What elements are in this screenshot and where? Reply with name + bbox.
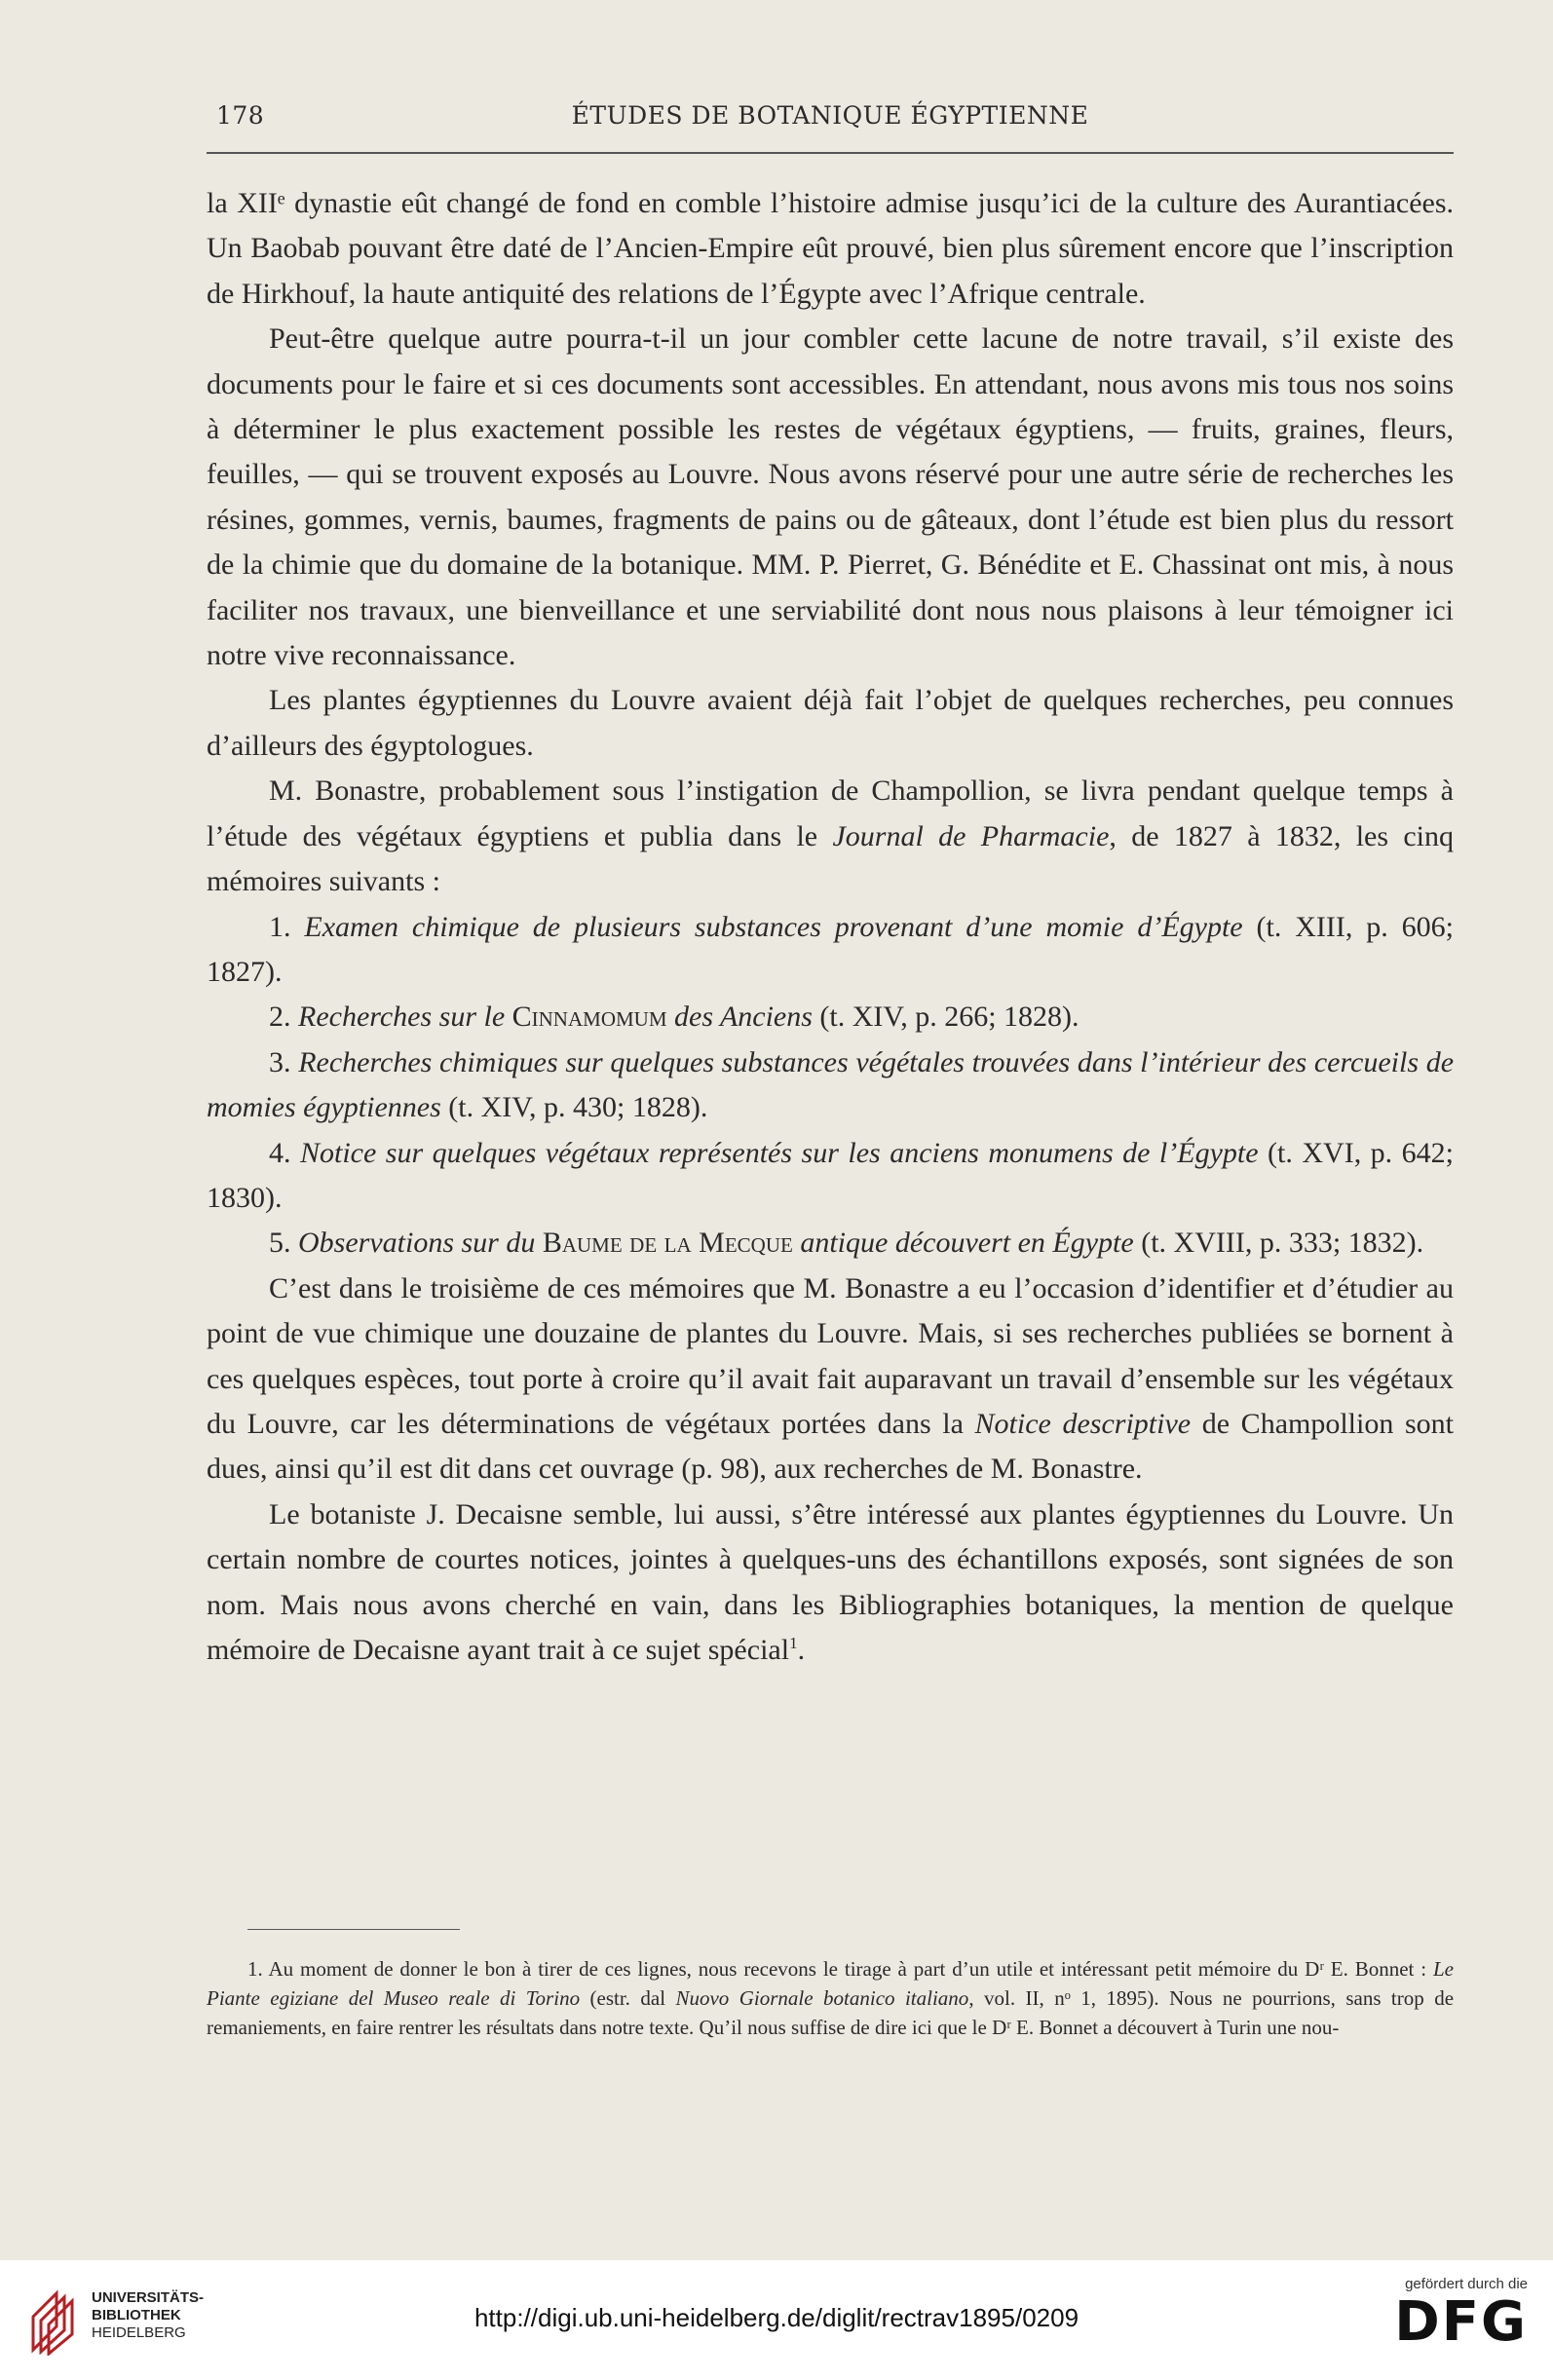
item-smallcaps: Baume de la Mecque bbox=[542, 1227, 793, 1260]
item-number: 4. bbox=[269, 1136, 300, 1169]
library-name-line: HEIDELBERG bbox=[92, 2324, 186, 2341]
cited-journal: Nuovo Giornale botanico italiano bbox=[675, 1986, 969, 2010]
item-reference: (t. XIV, p. 430; 1828). bbox=[440, 1091, 708, 1124]
paragraph bbox=[207, 1266, 1454, 1492]
funder-text: gefördert durch die bbox=[1405, 2276, 1528, 2292]
list-item bbox=[207, 995, 1454, 1039]
running-title: ÉTUDES DE BOTANIQUE ÉGYPTIENNE bbox=[571, 101, 1089, 130]
item-title: Recherches chimiques sur quelques substances végétales trouvées dans l’intérieur des cercueils de momies égyptiennes bbox=[207, 1045, 1455, 1124]
item-number: 2. bbox=[269, 1001, 298, 1034]
paragraph bbox=[207, 1492, 1454, 1674]
library-name-line: UNIVERSITÄTS- bbox=[92, 2289, 205, 2306]
page-header bbox=[207, 101, 1454, 140]
text-run: , vol. II, nᵒ 1, 1895). Nous ne pourrions, sans trop de remaniements, en faire rentrer les résultats dans notre texte. Qu’il nous suffise de dire ici que le Dʳ E. Bonnet a découvert à Turin une nou- bbox=[207, 1986, 1455, 2039]
footnote-marker: 1 bbox=[789, 1634, 798, 1652]
paragraph: la XIIᵉ dynastie eût changé de fond en comble l’histoire admise jusqu’ici de la culture des Aurantiacées. Un Baobab pouvant être daté de l’Ancien-Empire eût prouvé, bien plus sûrement encore que l’inscription de Hirkhouf, la haute antiquité des relations de l’Égypte avec l’Afrique centrale. bbox=[207, 187, 1454, 310]
item-title: antique découvert en Égypte bbox=[792, 1227, 1134, 1260]
list-item bbox=[207, 1131, 1454, 1222]
notice-title: Notice descriptive bbox=[974, 1407, 1192, 1440]
item-title: des Anciens bbox=[666, 1001, 813, 1034]
text-run: (estr. dal bbox=[580, 1986, 676, 2010]
item-number: 3. bbox=[269, 1045, 299, 1078]
paragraph: Les plantes égyptiennes du Louvre avaient déjà fait l’objet de quelques recherches, peu connues d’ailleurs des égyptologues. bbox=[207, 684, 1454, 762]
cited-title: Le Piante egiziane del Museo reale di Torino bbox=[207, 1957, 1454, 2010]
item-reference: (t. XVIII, p. 333; 1832). bbox=[1133, 1227, 1424, 1260]
item-title: Examen chimique de plusieurs substances provenant d’une momie d’Égypte bbox=[304, 910, 1243, 943]
journal-title: Journal de Pharmacie bbox=[832, 819, 1110, 852]
paragraph bbox=[207, 769, 1454, 904]
item-title: Observations sur du bbox=[298, 1227, 543, 1260]
item-reference: (t. XVI, p. 642; 1830). bbox=[207, 1136, 1455, 1214]
text-run: de Champollion sont dues, ainsi qu’il est dit dans cet ouvrage (p. 98), aux recherches de M. Bonastre. bbox=[207, 1407, 1454, 1486]
text-run: C’est dans le troisième de ces mémoires que M. Bonastre a eu l’occasion d’identifier et d’étudier au point de vue chimique une douzaine de plantes du Louvre. Mais, si ses recherches publiées se bornent à ces quelques espèces, tout porte à croire qu’il avait fait auparavant un travail d’ensemble sur les végétaux du Louvre, car les déterminations de végétaux portées dans la bbox=[207, 1271, 1454, 1440]
digital-source-link[interactable]: http://digi.ub.uni-heidelberg.de/diglit/rectrav1895/0209 bbox=[473, 2303, 1080, 2332]
item-reference: (t. XIV, p. 266; 1828). bbox=[812, 1001, 1080, 1034]
footnote bbox=[207, 1954, 1454, 2042]
text-run: . bbox=[797, 1634, 806, 1666]
list-item bbox=[207, 1221, 1454, 1266]
digitization-footer bbox=[0, 2260, 1553, 2380]
item-number: 5. bbox=[269, 1227, 298, 1260]
list-item bbox=[207, 1040, 1454, 1131]
text-run: , de 1827 à 1832, les cinq mémoires suivants : bbox=[207, 819, 1454, 898]
paragraph: Peut-être quelque autre pourra-t-il un jour combler cette lacune de notre travail, s’il existe des documents pour le faire et si ces documents sont accessibles. En attendant, nous avons mis tous nos soins à déterminer le plus exactement possible les restes de végétaux égyptiens, — fruits, graines, fleurs, feuilles, — qui se trouvent exposés au Louvre. Nous avons réservé pour une autre série de recherches les résines, gommes, vernis, baumes, fragments de pains ou de gâteaux, dont l’étude est bien plus du ressort de la chimie que du domaine de la botanique. MM. P. Pierret, G. Bénédite et E. Chassinat ont mis, à nous faciliter nos travaux, une bienveillance et une serviabilité dont nous nous plaisons à leur témoigner ici notre vive reconnaissance. bbox=[207, 322, 1454, 672]
page-number: 178 bbox=[216, 101, 265, 130]
text-run: M. Bonastre, probablement sous l’instigation de Champollion, se livra pendant quelque temps à l’étude des végétaux égyptiens et publia dans le bbox=[207, 774, 1454, 852]
library-name-line: BIBLIOTHEK bbox=[92, 2307, 181, 2323]
text-run: Le botaniste J. Decaisne semble, lui aussi, s’être intéressé aux plantes égyptiennes du Louvre. Un certain nombre de courtes notices, jointes à quelques-uns des échantillons exposés, sont signées de son nom. Mais nous avons cherché en vain, dans les Bibliographies botaniques, la mention de quelque mémoire de Decaisne ayant trait à ce sujet spécial bbox=[207, 1497, 1454, 1666]
item-number: 1. bbox=[269, 910, 305, 943]
text-run: 1. Au moment de donner le bon à tirer de ces lignes, nous recevons le tirage à part d’un utile et intéressant petit mémoire du Dʳ E. Bonnet : bbox=[247, 1957, 1433, 1981]
item-title: Notice sur quelques végétaux représentés sur les anciens monumens de l’Égypte bbox=[300, 1136, 1259, 1169]
header-rule bbox=[207, 152, 1454, 154]
dfg-logo: DFG bbox=[1394, 2290, 1528, 2354]
body-text bbox=[207, 181, 1454, 1673]
item-title: Recherches sur le bbox=[298, 1001, 512, 1034]
funder-credit bbox=[1362, 2276, 1528, 2353]
footnote-text bbox=[207, 1954, 1454, 2042]
item-smallcaps: Cinnamomum bbox=[511, 1001, 667, 1034]
item-reference: (t. XIII, p. 606; 1827). bbox=[207, 910, 1455, 988]
footnote-rule bbox=[247, 1929, 460, 1930]
list-item bbox=[207, 905, 1454, 996]
